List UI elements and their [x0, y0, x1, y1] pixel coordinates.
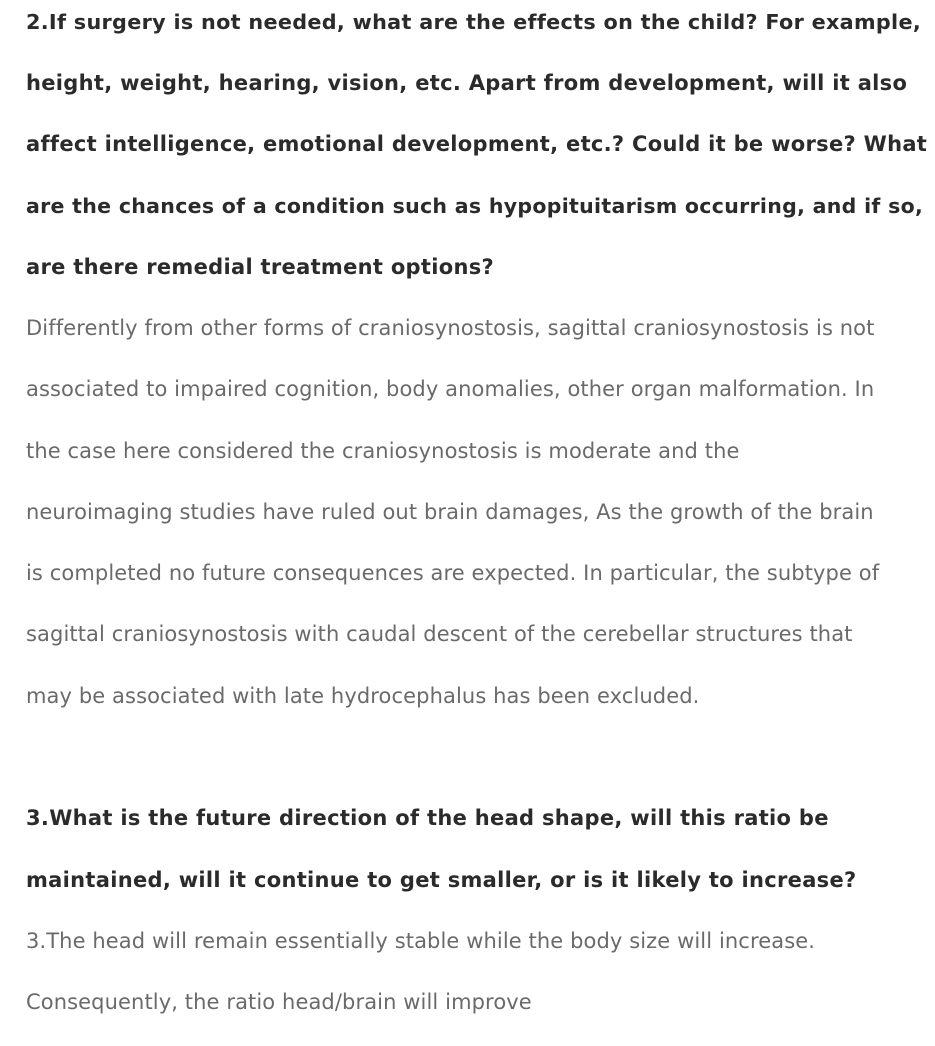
answer-2-line: Differently from other forms of craniosynostosis, sagittal craniosynostosis is not: [26, 316, 875, 340]
answer-2-line: associated to impaired cognition, body anomalies, other organ malformation. In: [26, 377, 875, 401]
answer-2-line: sagittal craniosynostosis with caudal descent of the cerebellar structures that: [26, 622, 853, 646]
answer-2-line: neuroimaging studies have ruled out brain damages, As the growth of the brain: [26, 500, 874, 524]
question-2-line: 2.If surgery is not needed, what are the effects on the child? For example,: [26, 10, 922, 34]
question-2-line: height, weight, hearing, vision, etc. Apart from development, will it also: [26, 71, 908, 95]
answer-3-line: 3.The head will remain essentially stable while the body size will increase.: [26, 929, 816, 953]
question-2-line: are there remedial treatment options?: [26, 255, 494, 279]
answer-2-line: the case here considered the craniosynostosis is moderate and the: [26, 439, 740, 463]
question-2-line: are the chances of a condition such as hypopituitarism occurring, and if so,: [26, 194, 924, 218]
question-3-line: 3.What is the future direction of the head shape, will this ratio be: [26, 806, 829, 830]
question-2-line: affect intelligence, emotional development, etc.? Could it be worse? What: [26, 132, 928, 156]
answer-3-line: Consequently, the ratio head/brain will improve: [26, 990, 532, 1014]
answer-2-line: is completed no future consequences are expected. In particular, the subtype of: [26, 561, 880, 585]
question-3-line: maintained, will it continue to get smaller, or is it likely to increase?: [26, 868, 857, 892]
answer-2-line: may be associated with late hydrocephalus has been excluded.: [26, 684, 700, 708]
